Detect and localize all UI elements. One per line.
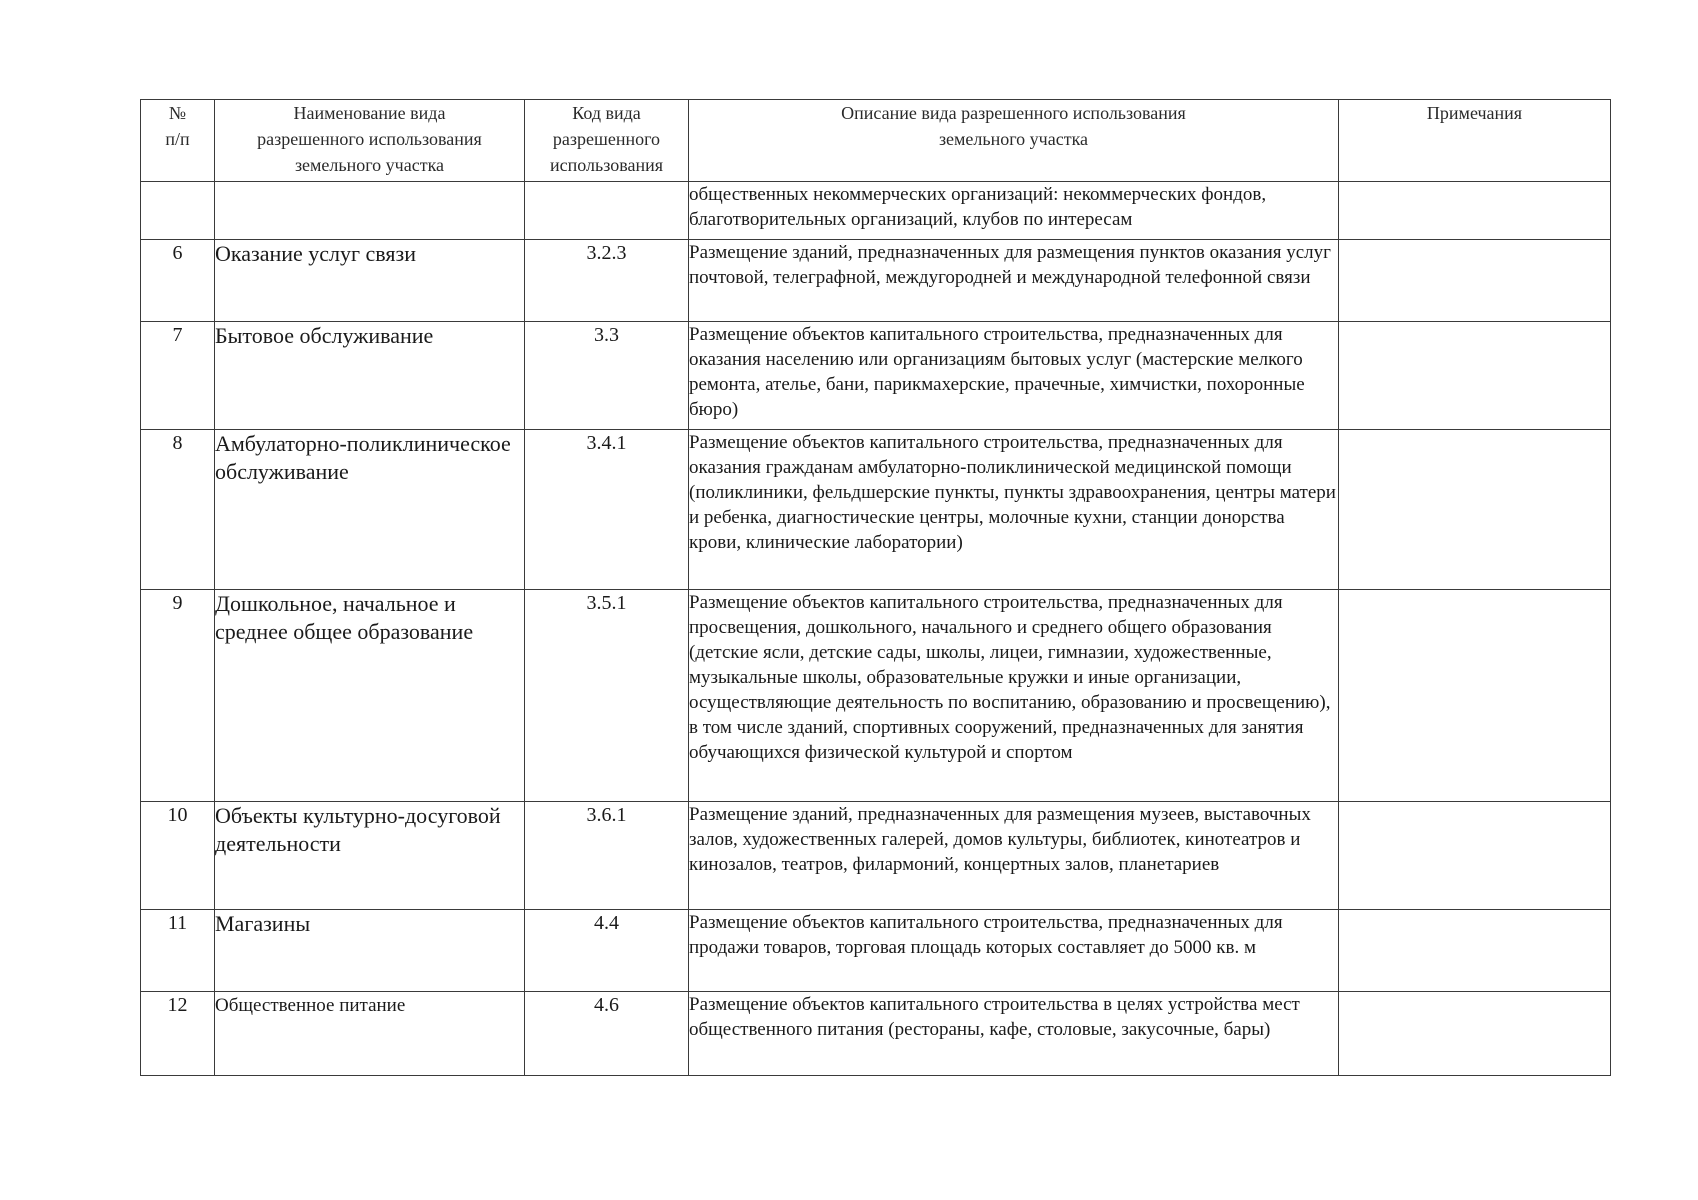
- row-code: 4.4: [525, 910, 689, 992]
- row-notes: [1339, 590, 1611, 802]
- row-notes: [1339, 430, 1611, 590]
- row-number: 7: [141, 322, 215, 430]
- row-notes: [1339, 802, 1611, 910]
- row-name: Дошкольное, начальное и среднее общее образование: [215, 590, 525, 802]
- row-description: Размещение объектов капитального строительства, предназначенных для оказания населению или организациям бытовых услуг (мастерские мелкого ремонта, ателье, бани, парикмахерские, прачечные, химчистки, похоронные бюро): [689, 322, 1339, 430]
- row-number: 9: [141, 590, 215, 802]
- row-code: [525, 182, 689, 240]
- row-number: [141, 182, 215, 240]
- row-notes: [1339, 322, 1611, 430]
- row-name: Амбулаторно-поликлиническое обслуживание: [215, 430, 525, 590]
- row-name: Бытовое обслуживание: [215, 322, 525, 430]
- row-code: 3.6.1: [525, 802, 689, 910]
- table-row: [141, 322, 1611, 430]
- header-description: Описание вида разрешенного использования земельного участка: [689, 100, 1339, 182]
- header-notes: Примечания: [1339, 100, 1611, 182]
- row-description: Размещение объектов капитального строительства в целях устройства мест общественного питания (рестораны, кафе, столовые, закусочные, бары): [689, 992, 1339, 1076]
- row-description: Размещение зданий, предназначенных для размещения пунктов оказания услуг почтовой, телеграфной, междугородней и международной телефонной связи: [689, 240, 1339, 322]
- row-name: Общественное питание: [215, 992, 525, 1076]
- row-description: Размещение объектов капитального строительства, предназначенных для оказания гражданам амбулаторно-поликлинической медицинской помощи (поликлиники, фельдшерские пункты, пункты здравоохранения, центры матери и ребенка, диагностические центры, молочные кухни, станции донорства крови, клинические лаборатории): [689, 430, 1339, 590]
- table-row: [141, 182, 1611, 240]
- row-number: 11: [141, 910, 215, 992]
- header-name: Наименование вида разрешенного использования земельного участка: [215, 100, 525, 182]
- table-row: [141, 802, 1611, 910]
- land-use-table: [140, 99, 1611, 1076]
- row-code: 3.3: [525, 322, 689, 430]
- row-code: 3.2.3: [525, 240, 689, 322]
- row-number: 6: [141, 240, 215, 322]
- row-number: 10: [141, 802, 215, 910]
- table-row: [141, 590, 1611, 802]
- row-name: Магазины: [215, 910, 525, 992]
- table-row: [141, 910, 1611, 992]
- row-name: [215, 182, 525, 240]
- row-notes: [1339, 910, 1611, 992]
- row-description: Размещение зданий, предназначенных для размещения музеев, выставочных залов, художественных галерей, домов культуры, библиотек, кинотеатров и кинозалов, театров, филармоний, концертных залов, планетариев: [689, 802, 1339, 910]
- row-number: 12: [141, 992, 215, 1076]
- row-code: 4.6: [525, 992, 689, 1076]
- row-notes: [1339, 182, 1611, 240]
- row-name: Оказание услуг связи: [215, 240, 525, 322]
- row-name: Объекты культурно-досуговой деятельности: [215, 802, 525, 910]
- header-code: Код вида разрешенного использования: [525, 100, 689, 182]
- row-notes: [1339, 240, 1611, 322]
- row-code: 3.5.1: [525, 590, 689, 802]
- table-row: [141, 430, 1611, 590]
- row-description: общественных некоммерческих организаций: некоммерческих фондов, благотворительных организаций, клубов по интересам: [689, 182, 1339, 240]
- row-notes: [1339, 992, 1611, 1076]
- header-number: № п/п: [141, 100, 215, 182]
- row-description: Размещение объектов капитального строительства, предназначенных для просвещения, дошкольного, начального и среднего общего образования (детские ясли, детские сады, школы, лицеи, гимназии, художественные, музыкальные школы, образовательные кружки и иные организации, осуществляющие деятельность по воспитанию, образованию и просвещению), в том числе зданий, спортивных сооружений, предназначенных для занятия обучающихся физической культурой и спортом: [689, 590, 1339, 802]
- row-number: 8: [141, 430, 215, 590]
- row-description: Размещение объектов капитального строительства, предназначенных для продажи товаров, торговая площадь которых составляет до 5000 кв. м: [689, 910, 1339, 992]
- table-row: [141, 992, 1611, 1076]
- header-row: [141, 100, 1611, 182]
- row-code: 3.4.1: [525, 430, 689, 590]
- table-row: [141, 240, 1611, 322]
